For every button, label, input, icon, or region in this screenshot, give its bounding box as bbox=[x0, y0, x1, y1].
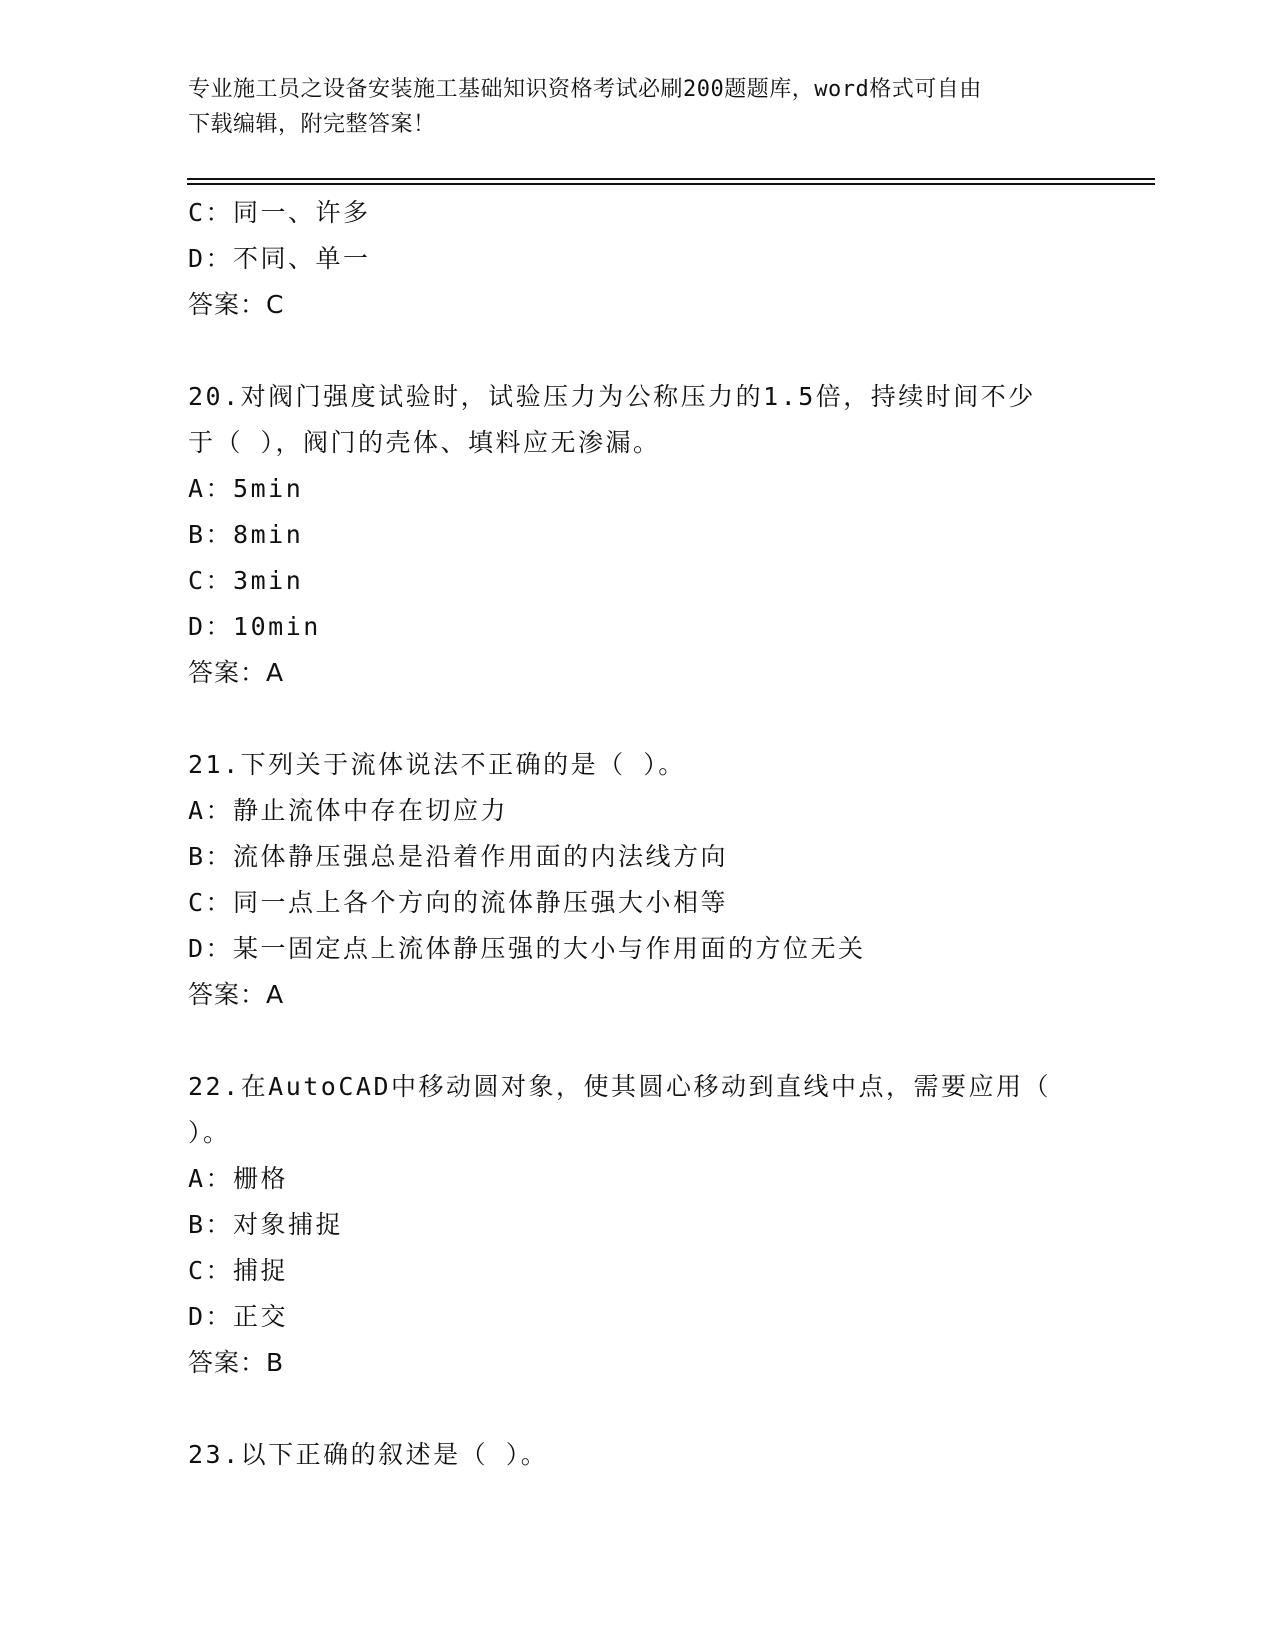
question-stem: 20.对阀门强度试验时，试验压力为公称压力的1.5倍，持续时间不少 bbox=[188, 382, 1036, 411]
option-c: C：同一、许多 bbox=[188, 198, 371, 227]
spacer bbox=[188, 696, 1088, 742]
question-stem: 22.在AutoCAD中移动圆对象，使其圆心移动到直线中点，需要应用（ bbox=[188, 1072, 1052, 1101]
answer: 答案：A bbox=[188, 658, 285, 687]
option-b: B：对象捕捉 bbox=[188, 1210, 344, 1239]
spacer bbox=[188, 328, 1088, 374]
header-title-line-1: 专业施工员之设备安装施工基础知识资格考试必刷200题题库，word格式可自由 bbox=[188, 77, 982, 102]
option-d: D：某一固定点上流体静压强的大小与作用面的方位无关 bbox=[188, 934, 866, 963]
option-a: A：静止流体中存在切应力 bbox=[188, 796, 509, 825]
question-21 bbox=[188, 742, 1088, 1018]
answer: 答案：C bbox=[188, 290, 285, 319]
question-stem-continued: 于（ ），阀门的壳体、填料应无渗漏。 bbox=[188, 428, 661, 457]
option-d: D：不同、单一 bbox=[188, 244, 371, 273]
option-c: C：同一点上各个方向的流体静压强大小相等 bbox=[188, 888, 729, 917]
question-stem-continued: ）。 bbox=[188, 1118, 231, 1147]
question-20 bbox=[188, 374, 1088, 696]
question-stem: 21.下列关于流体说法不正确的是（ ）。 bbox=[188, 750, 686, 779]
option-d: D：10min bbox=[188, 612, 321, 641]
question-list bbox=[188, 190, 1088, 1478]
question-22 bbox=[188, 1064, 1088, 1386]
question-23 bbox=[188, 1432, 1088, 1478]
answer: 答案：B bbox=[188, 1348, 285, 1377]
option-b: B：8min bbox=[188, 520, 304, 549]
option-d: D：正交 bbox=[188, 1302, 289, 1331]
option-b: B：流体静压强总是沿着作用面的内法线方向 bbox=[188, 842, 729, 871]
option-c: C：捕捉 bbox=[188, 1256, 289, 1285]
spacer bbox=[188, 1386, 1088, 1432]
question-19-tail bbox=[188, 190, 1088, 328]
option-c: C：3min bbox=[188, 566, 304, 595]
header-divider-top bbox=[187, 178, 1155, 180]
option-a: A：栅格 bbox=[188, 1164, 289, 1193]
answer: 答案：A bbox=[188, 980, 285, 1009]
spacer bbox=[188, 1018, 1088, 1064]
option-a: A：5min bbox=[188, 474, 304, 503]
header-title-line-2: 下载编辑，附完整答案！ bbox=[188, 112, 436, 137]
page-header bbox=[188, 72, 1088, 142]
header-divider-bottom bbox=[187, 183, 1155, 185]
question-stem: 23.以下正确的叙述是（ ）。 bbox=[188, 1440, 549, 1469]
